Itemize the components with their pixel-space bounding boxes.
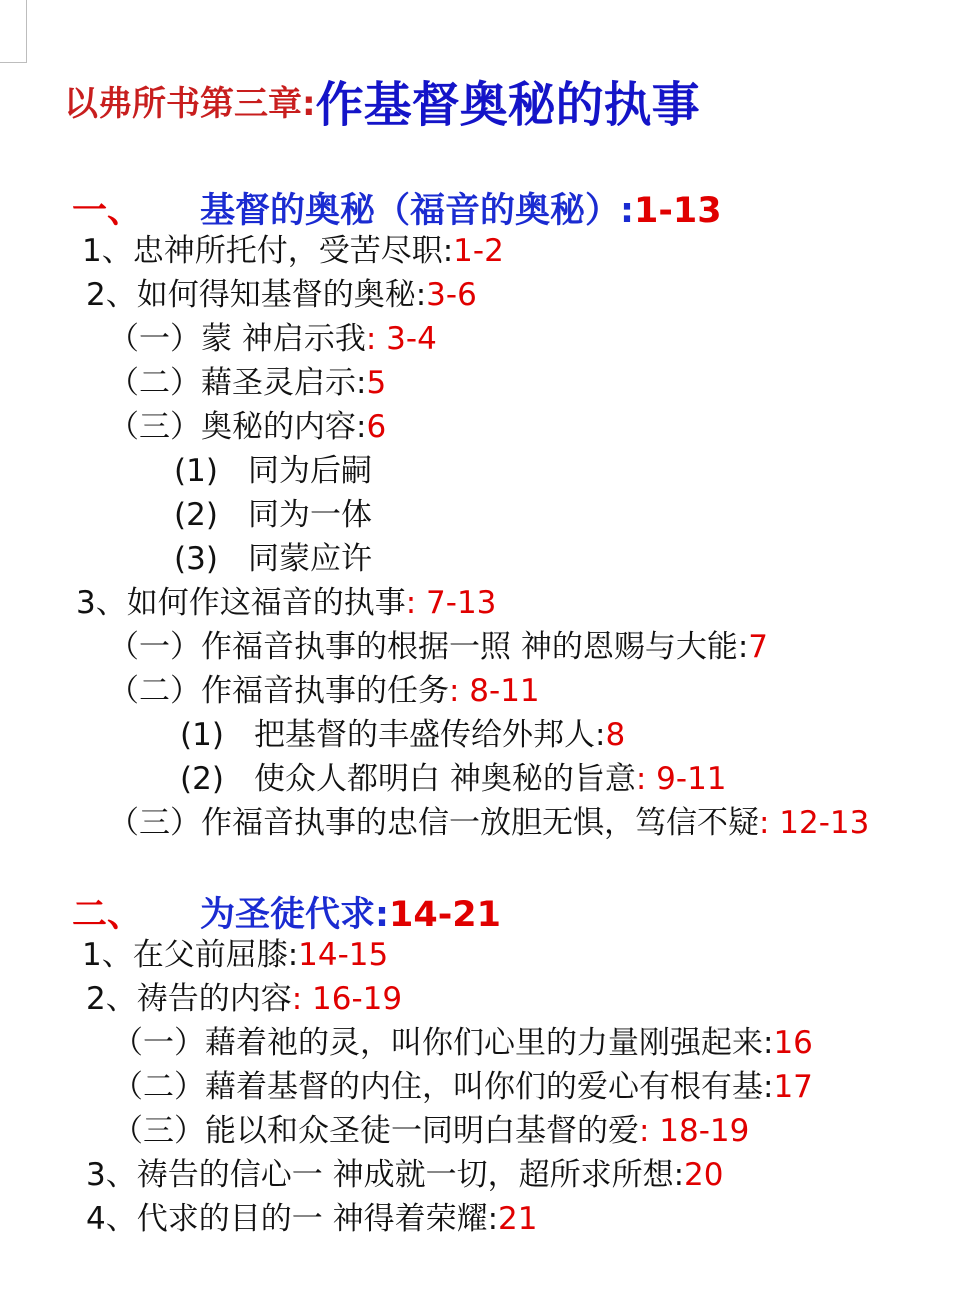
section-1-heading xyxy=(72,183,722,233)
outline-item: 1、忠神所托付，受苦尽职:1-2 xyxy=(82,233,504,269)
outline-item: （一）藉着祂的灵，叫你们心里的力量刚强起来:16 xyxy=(112,1025,813,1061)
outline-item: 1、在父前屈膝:14-15 xyxy=(82,937,389,973)
outline-item: （三）能以和众圣徒一同明白基督的爱: 18-19 xyxy=(112,1113,750,1149)
outline-item: 2、如何得知基督的奥秘:3-6 xyxy=(86,277,477,313)
page-title xyxy=(64,66,700,135)
outline-item: （三）作福音执事的忠信一放胆无惧，笃信不疑: 12-13 xyxy=(108,805,870,841)
outline-item: 3、如何作这福音的执事: 7-13 xyxy=(76,585,497,621)
outline-item: （二）藉着基督的内住，叫你们的爱心有根有基:17 xyxy=(112,1069,813,1105)
outline-subitem: (1) 把基督的丰盛传给外邦人:8 xyxy=(180,717,626,753)
outline-item: （二）作福音执事的任务: 8-11 xyxy=(108,673,540,709)
outline-item: （二）藉圣灵启示:5 xyxy=(108,365,387,401)
outline-item: （一）作福音执事的根据一照 神的恩赐与大能:7 xyxy=(108,629,769,665)
section-2-title: 为圣徒代求: xyxy=(200,895,389,935)
title-main: 作基督奥秘的执事 xyxy=(315,77,700,133)
outline-subitem: (2) 使众人都明白 神奥秘的旨意: 9-11 xyxy=(180,761,727,797)
section-2-heading xyxy=(72,887,501,937)
outline-item: （三）奥秘的内容:6 xyxy=(108,409,387,445)
section-2-number: 二、 xyxy=(72,895,143,935)
title-prefix: 以弗所书第三章: xyxy=(64,84,316,124)
section-1-title: 基督的奥秘（福音的奥秘）: xyxy=(200,191,634,231)
outline-item: 3、祷告的信心一 神成就一切，超所求所想:20 xyxy=(86,1157,724,1193)
outline-item: 2、祷告的内容: 16-19 xyxy=(86,981,403,1017)
section-1-number: 一、 xyxy=(72,191,143,231)
outline-item: 4、代求的目的一 神得着荣耀:21 xyxy=(86,1201,538,1237)
outline-item: （一）蒙 神启示我: 3-4 xyxy=(108,321,437,357)
outline-subitem: (3) 同蒙应许 xyxy=(174,541,372,577)
section-1-ref: 1-13 xyxy=(634,191,722,231)
section-2-ref: 14-21 xyxy=(389,895,501,935)
outline-subitem: (2) 同为一体 xyxy=(174,497,372,533)
outline-subitem: (1) 同为后嗣 xyxy=(174,453,372,489)
page-corner-mark xyxy=(0,0,27,63)
